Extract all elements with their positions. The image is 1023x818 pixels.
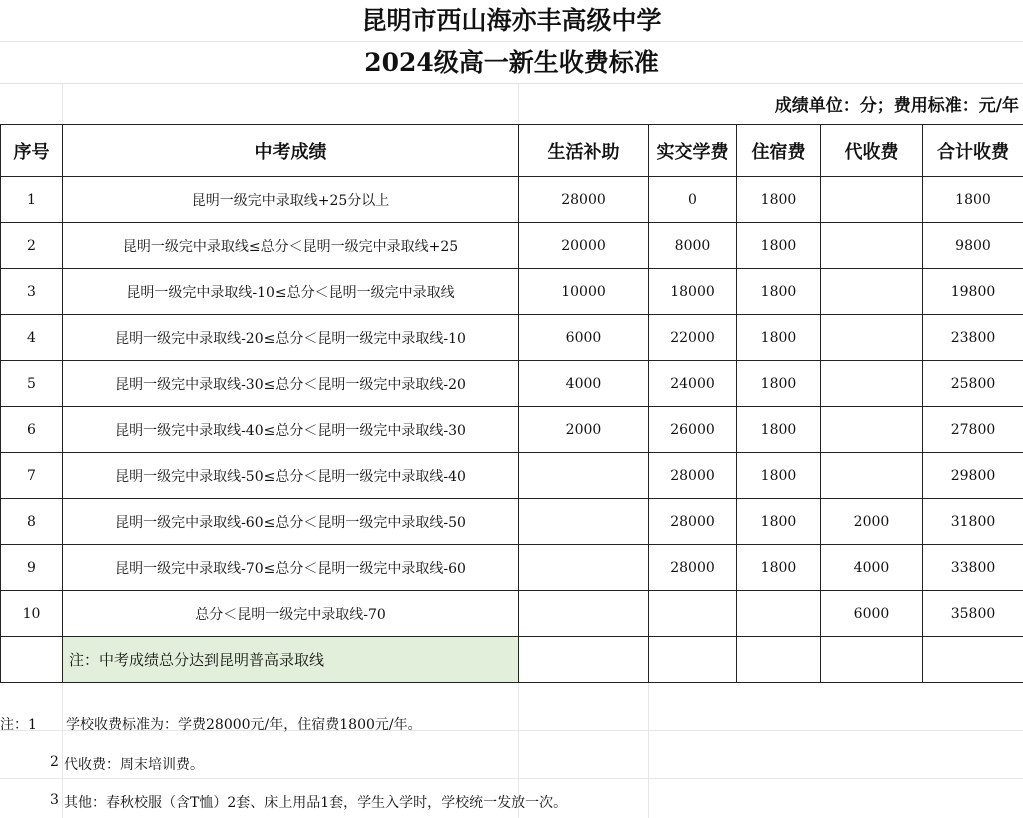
cell-total: 9800 bbox=[923, 223, 1023, 269]
header-collection: 代收费 bbox=[821, 125, 923, 177]
cell-collection bbox=[821, 269, 923, 315]
cell-score-range: 昆明一级完中录取线-60≤总分＜昆明一级完中录取线-50 bbox=[63, 499, 519, 545]
cell-index: 2 bbox=[1, 223, 63, 269]
table-row bbox=[1, 361, 1023, 407]
document-subtitle: 2024级高一新生收费标准 bbox=[0, 42, 1023, 84]
table-row bbox=[1, 177, 1023, 223]
cell-tuition: 28000 bbox=[649, 499, 737, 545]
fee-table bbox=[0, 124, 1023, 683]
note-2: 代收费：周末培训费。 bbox=[64, 757, 204, 773]
cell-subsidy bbox=[519, 545, 649, 591]
cell-total: 31800 bbox=[923, 499, 1023, 545]
cell-total: 23800 bbox=[923, 315, 1023, 361]
cell-score-range: 昆明一级完中录取线-70≤总分＜昆明一级完中录取线-60 bbox=[63, 545, 519, 591]
cell-total: 25800 bbox=[923, 361, 1023, 407]
cell-collection: 4000 bbox=[821, 545, 923, 591]
cell-dorm: 1800 bbox=[737, 223, 821, 269]
cell-score-range: 昆明一级完中录取线+25分以上 bbox=[63, 177, 519, 223]
note-prefix: 注：1 bbox=[0, 717, 37, 733]
cell-collection bbox=[821, 407, 923, 453]
cell-subsidy: 2000 bbox=[519, 407, 649, 453]
cell-collection bbox=[821, 453, 923, 499]
table-row bbox=[1, 499, 1023, 545]
cell-collection: 2000 bbox=[821, 499, 923, 545]
cell-dorm bbox=[737, 591, 821, 637]
cell-score-range: 总分＜昆明一级完中录取线-70 bbox=[63, 591, 519, 637]
cell-score-range: 昆明一级完中录取线-10≤总分＜昆明一级完中录取线 bbox=[63, 269, 519, 315]
note-3: 其他：春秋校服（含T恤）2套、床上用品1套，学生入学时，学校统一发放一次。 bbox=[64, 795, 568, 811]
cell-score-range: 昆明一级完中录取线-50≤总分＜昆明一级完中录取线-40 bbox=[63, 453, 519, 499]
cell-dorm: 1800 bbox=[737, 315, 821, 361]
cell-index: 5 bbox=[1, 361, 63, 407]
cell-tuition: 0 bbox=[649, 177, 737, 223]
cell-dorm: 1800 bbox=[737, 177, 821, 223]
cell-index: 9 bbox=[1, 545, 63, 591]
cell-dorm: 1800 bbox=[737, 361, 821, 407]
table-row bbox=[1, 407, 1023, 453]
table-row bbox=[1, 223, 1023, 269]
cell-tuition: 28000 bbox=[649, 545, 737, 591]
cell-index: 7 bbox=[1, 453, 63, 499]
note-3-number: 3 bbox=[50, 792, 59, 808]
cell-total: 33800 bbox=[923, 545, 1023, 591]
cell-subsidy: 20000 bbox=[519, 223, 649, 269]
cell-collection bbox=[821, 223, 923, 269]
cell-index: 3 bbox=[1, 269, 63, 315]
cell-tuition bbox=[649, 591, 737, 637]
cell-index: 8 bbox=[1, 499, 63, 545]
cell-dorm: 1800 bbox=[737, 453, 821, 499]
cell-tuition: 24000 bbox=[649, 361, 737, 407]
cell-subsidy bbox=[519, 453, 649, 499]
cell-index: 4 bbox=[1, 315, 63, 361]
note-2-number: 2 bbox=[50, 754, 59, 770]
cell-tuition: 22000 bbox=[649, 315, 737, 361]
cell-subsidy: 4000 bbox=[519, 361, 649, 407]
cell-score-range: 昆明一级完中录取线≤总分＜昆明一级完中录取线+25 bbox=[63, 223, 519, 269]
cell-subsidy bbox=[519, 591, 649, 637]
unit-note: 成绩单位：分；费用标准：元/年 bbox=[774, 96, 1019, 116]
school-title: 昆明市西山海亦丰高级中学 bbox=[0, 0, 1023, 42]
cell-dorm: 1800 bbox=[737, 269, 821, 315]
cell-tuition: 28000 bbox=[649, 453, 737, 499]
cell-total: 27800 bbox=[923, 407, 1023, 453]
cell-subsidy bbox=[519, 499, 649, 545]
cell-index: 1 bbox=[1, 177, 63, 223]
cell-score-range: 昆明一级完中录取线-40≤总分＜昆明一级完中录取线-30 bbox=[63, 407, 519, 453]
note-row bbox=[1, 637, 1023, 683]
table-row bbox=[1, 591, 1023, 637]
cell-score-range: 昆明一级完中录取线-30≤总分＜昆明一级完中录取线-20 bbox=[63, 361, 519, 407]
cell-tuition: 18000 bbox=[649, 269, 737, 315]
cell-total: 29800 bbox=[923, 453, 1023, 499]
header-dorm: 住宿费 bbox=[737, 125, 821, 177]
cell-total: 1800 bbox=[923, 177, 1023, 223]
cell-index: 6 bbox=[1, 407, 63, 453]
cell-collection: 6000 bbox=[821, 591, 923, 637]
cell-dorm: 1800 bbox=[737, 499, 821, 545]
cell-subsidy: 10000 bbox=[519, 269, 649, 315]
table-row bbox=[1, 315, 1023, 361]
header-tuition: 实交学费 bbox=[649, 125, 737, 177]
cell-dorm: 1800 bbox=[737, 407, 821, 453]
cell-total: 19800 bbox=[923, 269, 1023, 315]
table-note: 注：中考成绩总分达到昆明普高录取线 bbox=[63, 637, 519, 683]
cell-score-range: 昆明一级完中录取线-20≤总分＜昆明一级完中录取线-10 bbox=[63, 315, 519, 361]
cell-collection bbox=[821, 315, 923, 361]
table-row bbox=[1, 453, 1023, 499]
cell-collection bbox=[821, 177, 923, 223]
cell-index: 10 bbox=[1, 591, 63, 637]
cell-subsidy: 28000 bbox=[519, 177, 649, 223]
header-score: 中考成绩 bbox=[63, 125, 519, 177]
cell-total: 35800 bbox=[923, 591, 1023, 637]
cell-dorm: 1800 bbox=[737, 545, 821, 591]
table-row bbox=[1, 545, 1023, 591]
note-1: 学校收费标准为：学费28000元/年，住宿费1800元/年。 bbox=[66, 717, 422, 733]
header-total: 合计收费 bbox=[923, 125, 1023, 177]
cell-collection bbox=[821, 361, 923, 407]
header-subsidy: 生活补助 bbox=[519, 125, 649, 177]
cell-tuition: 8000 bbox=[649, 223, 737, 269]
header-row bbox=[1, 125, 1023, 177]
table-row bbox=[1, 269, 1023, 315]
header-index: 序号 bbox=[1, 125, 63, 177]
cell-subsidy: 6000 bbox=[519, 315, 649, 361]
cell-tuition: 26000 bbox=[649, 407, 737, 453]
